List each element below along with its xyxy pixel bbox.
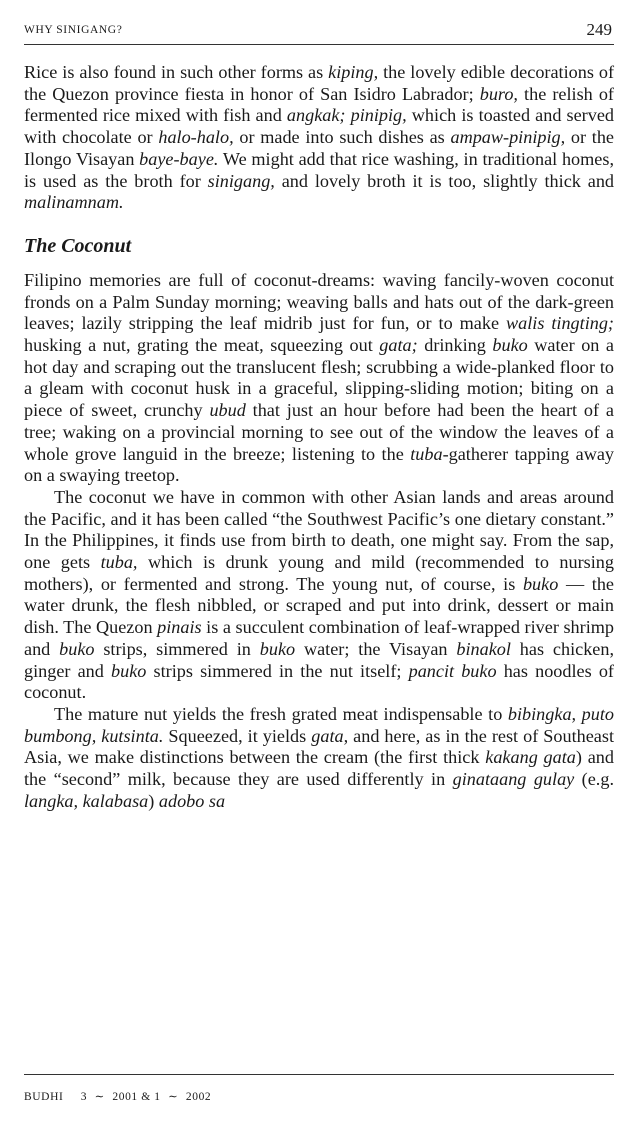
italic-term: kakang gata — [485, 747, 576, 768]
italic-term: kiping, — [328, 62, 379, 82]
italic-term: ginataang gulay — [452, 769, 575, 790]
italic-term: buko — [259, 638, 296, 659]
italic-term: sinigang, — [207, 170, 275, 191]
running-title: WHY SINIGANG? — [24, 24, 123, 36]
tilde-icon: ∼ — [94, 1091, 105, 1103]
text-run: Rice is also found in such other forms as — [24, 62, 329, 82]
italic-term: adobo sa — [158, 790, 226, 811]
italic-term: halo-halo, — [158, 127, 234, 148]
journal-name: BUDHI — [24, 1091, 64, 1103]
section-heading: The Coconut — [24, 234, 132, 257]
italic-term: ampaw-pinipig, — [450, 127, 566, 148]
italic-term: pancit buko — [408, 660, 497, 681]
running-head — [24, 8, 614, 45]
italic-term: pinais — [157, 617, 202, 638]
text-run: water on a hot day and scraping out the translucent flesh; scrubbing a wide-planked floor to a gleam with coconut husk in a graceful, slipping-sliding motion; biting on a piece of sweet, crunchy — [24, 335, 615, 421]
italic-term: buko — [492, 335, 528, 356]
italic-term: binakol — [456, 638, 511, 659]
italic-term: gata; — [379, 335, 418, 356]
issue-number: 1 — [154, 1091, 161, 1103]
text-run: -gatherer tapping away on a swaying treetop. — [24, 443, 614, 486]
paragraph — [24, 270, 614, 487]
text-run: We might add that rice washing, in traditional homes, is used as the broth for — [24, 148, 614, 191]
italic-term: buro, — [479, 83, 518, 104]
text-run: and lovely broth it is too, slightly thick and — [274, 170, 615, 191]
footer — [24, 1074, 614, 1103]
text-run: (e.g. — [574, 769, 614, 790]
text-run: ) and the “second” milk, because they are used differently in — [24, 747, 614, 790]
text-run: is a succulent combination of leaf-wrapped river shrimp and — [24, 617, 614, 659]
italic-term: angkak; — [286, 105, 346, 126]
italic-term: malinamnam. — [24, 192, 124, 213]
text-run: or made into such dishes as — [233, 127, 451, 148]
issue-year: 2002 — [185, 1091, 212, 1103]
italic-term: tuba — [410, 443, 443, 464]
tilde-icon: ∼ — [168, 1091, 179, 1103]
italic-term: walis tingting; — [505, 313, 614, 334]
text-run: The mature nut yields the fresh grated meat indispensable to — [54, 703, 508, 724]
text-run: strips, simmered in — [94, 638, 260, 659]
italic-term: langka, kalabasa — [24, 790, 149, 811]
italic-term: buko — [522, 573, 559, 594]
text-run: The coconut we have in common with other Asian lands and areas around the Pacific, and it has been called “the Southwest Pacific’s one dietary constant.” In the Philippines, it finds use from birth to death, one might say. From the sap, one gets — [24, 486, 614, 573]
text-run: that just an hour before had been the heart of a tree; waking on a provincial morning to see out of the window the leaves of a whole grove languid in the breeze; listening to the — [24, 400, 614, 464]
italic-term: pinipig, — [350, 105, 407, 126]
text-run: ) — [148, 790, 159, 811]
paragraph — [24, 62, 614, 214]
text-run: which is toasted and served with chocolate or — [24, 105, 615, 148]
text-run: and here, as in the rest of Southeast Asia, we make distinctions between the cream (the first thick — [24, 725, 614, 768]
italic-term: tuba, — [100, 552, 138, 573]
italic-term: bibingka, puto bumbong, kutsinta. — [24, 703, 615, 746]
text-run: husking a nut, grating the meat, squeezing out — [24, 335, 380, 356]
body-text — [24, 62, 614, 813]
text-run: — the water drunk, the flesh nibbled, or scraped and put into drink, dessert or main dish. The Quezon — [24, 573, 614, 638]
paragraph — [24, 704, 614, 813]
text-run: Filipino memories are full of coconut-dreams: waving fancily-woven coconut fronds on a Palm Sunday morning; weaving balls and hats out of the dark-green leaves; lazily stripping the leaf midrib just for fun, or to make — [24, 269, 614, 334]
text-run: strips simmered in the nut itself; — [146, 660, 409, 681]
italic-term: gata, — [311, 725, 349, 746]
italic-term: ubud — [209, 400, 246, 421]
issue-connector: & — [141, 1091, 151, 1103]
italic-term: buko — [111, 660, 147, 681]
text-run: the lovely edible decorations of the Quezon province fiesta in honor of San Isidro Labrador; — [24, 62, 615, 104]
italic-term: baye-baye. — [139, 148, 219, 169]
text-run: water; the Visayan — [295, 638, 457, 659]
text-run: Squeezed, it yields — [163, 725, 312, 746]
text-run: the relish of fermented rice mixed with fish and — [24, 83, 614, 126]
text-run: which is drunk young and mild (recommended to nursing mothers), or fermented and strong. The young nut, of course, is — [24, 552, 614, 594]
text-run: has chicken, ginger and — [24, 638, 615, 681]
text-run: drinking — [417, 335, 493, 356]
italic-term: buko — [59, 638, 95, 659]
page-number: 249 — [586, 20, 612, 39]
issue-year: 2001 — [112, 1091, 138, 1103]
text-run: or the Ilongo Visayan — [24, 127, 614, 169]
issue-number: 3 — [80, 1091, 88, 1103]
paragraph — [24, 487, 614, 704]
text-run: has noodles of coconut. — [24, 660, 614, 703]
